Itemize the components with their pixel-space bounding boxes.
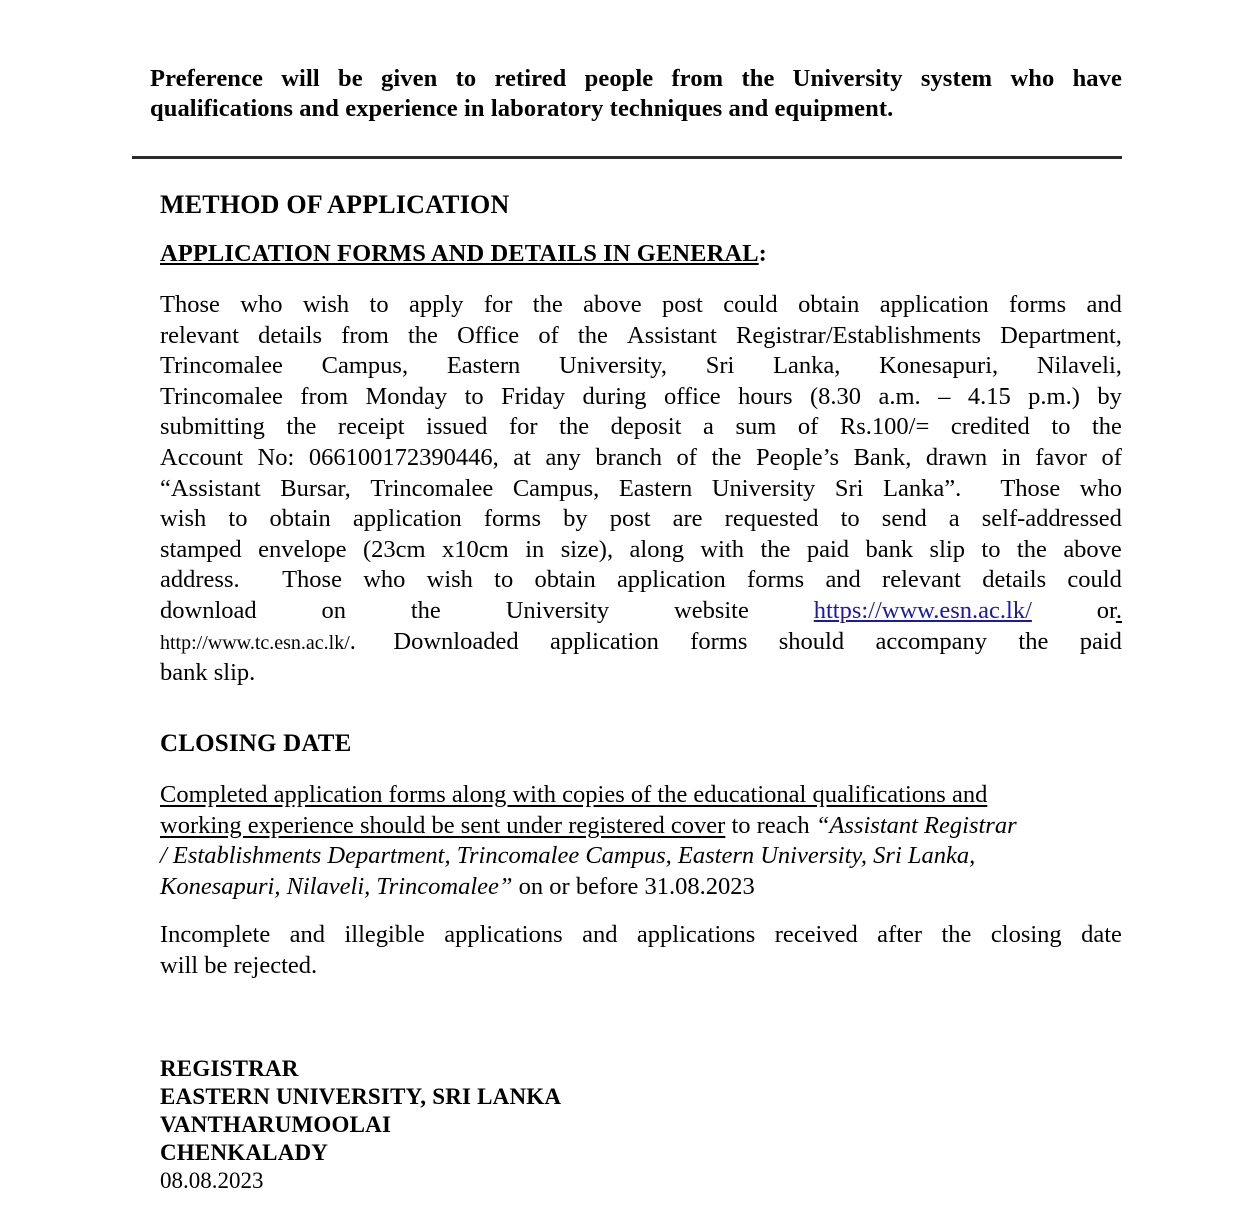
secondary-website-url: http://www.tc.esn.ac.lk/ (160, 631, 350, 654)
signature-registrar: REGISTRAR (160, 1056, 299, 1081)
word: a (948, 505, 960, 533)
closing-deadline-date: on or before 31.08.2023 (512, 872, 755, 900)
word: slip (929, 535, 965, 563)
word: could (723, 291, 778, 318)
word: the (410, 596, 441, 624)
word: who (240, 291, 283, 318)
word: for (483, 291, 513, 318)
word: of (676, 443, 697, 471)
heading-application-forms (160, 240, 767, 268)
word: wish (302, 291, 350, 318)
word: Lanka”. (883, 474, 962, 502)
word: applications (636, 921, 756, 948)
paragraph-line (160, 535, 1122, 566)
word: above (583, 291, 642, 318)
paragraph-line (160, 321, 1122, 352)
university-website-link[interactable]: https://www.esn.ac.lk/ (813, 596, 1032, 624)
word: date (1081, 921, 1122, 948)
heading-method-of-application: METHOD OF APPLICATION (160, 190, 510, 219)
word: University (505, 596, 610, 624)
word: Trincomalee (160, 382, 283, 410)
word: deposit (610, 413, 682, 441)
signature-block (160, 1055, 561, 1195)
word: relevant (882, 566, 961, 594)
word: forms (1008, 291, 1067, 318)
paragraph-line (160, 443, 1122, 474)
signature-date: 08.08.2023 (160, 1168, 264, 1193)
word: and (289, 921, 326, 948)
word: by (1097, 382, 1122, 410)
word: Incomplete (160, 921, 271, 948)
word: of (538, 321, 559, 349)
word: Konesapuri, (879, 352, 999, 380)
closing-line-4 (160, 872, 1122, 903)
word: Registrar/Establishments (736, 321, 981, 349)
word: from (341, 321, 389, 349)
word: Trincomalee (160, 352, 283, 380)
paragraph-last-line (160, 658, 1122, 689)
signature-chenkalady: CHENKALADY (160, 1140, 329, 1165)
word: in (525, 535, 545, 563)
word: the (1016, 535, 1047, 563)
word: Nilaveli, (1036, 352, 1122, 380)
trailing-period: . (1115, 596, 1122, 624)
paragraph-line (160, 504, 1122, 535)
heading-application-forms-text: APPLICATION FORMS AND DETAILS IN GENERAL (160, 240, 759, 267)
signature-university: EASTERN UNIVERSITY, SRI LANKA (160, 1084, 562, 1109)
word: Those (1000, 474, 1061, 502)
paragraph-line (160, 474, 1122, 505)
word: forms (690, 627, 748, 655)
word: could (1067, 566, 1122, 594)
paragraph-line (160, 351, 1122, 382)
word: hours (738, 382, 793, 410)
word: in (1001, 443, 1021, 471)
word: obtain (798, 291, 860, 318)
word: wish (426, 566, 473, 594)
closing-to-reach: to reach (725, 811, 816, 839)
closing-italic-address-end: Konesapuri, Nilaveli, Trincomalee” (160, 872, 513, 900)
word: forms (747, 566, 805, 594)
word: credited (950, 413, 1030, 441)
word: post (609, 505, 651, 533)
horizontal-divider (132, 156, 1122, 159)
word: Campus, (321, 352, 409, 380)
word: office (663, 382, 721, 410)
word: paid (1079, 627, 1122, 655)
word: of (797, 413, 819, 441)
word: by (563, 505, 588, 533)
word: apply (409, 291, 464, 318)
word: download (160, 596, 257, 624)
word: accompany (875, 627, 988, 655)
word: details (258, 321, 323, 349)
word: Account (160, 443, 243, 471)
closing-italic-address-line: / Establishments Department, Trincomalee Campus, Eastern University, Sri Lanka, (160, 842, 976, 870)
closing-line-1 (160, 780, 1122, 811)
closing-italic-quote-start: “Assistant Registrar (815, 811, 1017, 839)
word: requested (724, 505, 819, 533)
paragraph-line (160, 382, 1122, 413)
word: obtain (269, 505, 331, 533)
word: during (582, 382, 647, 410)
word: Bursar, (280, 474, 351, 502)
word: post (662, 291, 703, 318)
word: to (494, 566, 514, 594)
word: Trincomalee (370, 474, 494, 502)
word-text: or (1096, 596, 1116, 624)
word: Assistant (627, 321, 717, 349)
word: the (1091, 413, 1122, 441)
paragraph-line-with-link (160, 596, 1122, 627)
word: to (464, 382, 484, 410)
word: the (577, 321, 608, 349)
paragraph-line (160, 412, 1122, 443)
closing-underlined-text-2: working experience should be sent under registered cover (160, 811, 726, 839)
intro-line-2: qualifications and experience in laboratory techniques and equipment. (150, 95, 894, 122)
word: obtain (534, 566, 596, 594)
incomplete-last-line (160, 951, 1122, 982)
word (1097, 596, 1122, 627)
word: x10cm (442, 535, 509, 563)
word: paid (806, 535, 850, 563)
word: application (616, 566, 726, 594)
word: received (774, 921, 858, 948)
paragraph-line-with-secondary-url (160, 627, 1122, 659)
word: the (1018, 627, 1049, 655)
paragraph-line (160, 290, 1122, 321)
word: relevant (160, 321, 239, 349)
word: above (1063, 535, 1122, 563)
word: the (760, 535, 791, 563)
word: wish (160, 505, 207, 533)
word: stamped (160, 535, 242, 563)
word: Sri (834, 474, 864, 502)
word: who (1079, 474, 1122, 502)
word: to (369, 291, 389, 318)
word: application (879, 291, 989, 318)
heading-application-forms-colon: : (758, 240, 767, 267)
word: bank (865, 535, 914, 563)
heading-closing-date: CLOSING DATE (160, 730, 352, 757)
word: a.m. (878, 382, 921, 410)
word: branch (595, 443, 663, 471)
word: Lanka, (773, 352, 841, 380)
word: after (877, 921, 923, 948)
word: address. (160, 566, 240, 594)
word: the (941, 921, 972, 948)
closing-underlined-text-1: Completed application forms along with copies of the educational qualifications and (160, 781, 988, 808)
intro-line-1: Preference will be given to retired people from the University system who have (150, 65, 1122, 92)
word: application (352, 505, 462, 533)
word: to (840, 505, 860, 533)
incomplete-line (160, 920, 1122, 951)
word: Bank, (853, 443, 912, 471)
signature-vantharumoolai: VANTHARUMOOLAI (160, 1112, 392, 1137)
word: who (363, 566, 406, 594)
word: forms (483, 505, 542, 533)
word: the (559, 413, 590, 441)
secondary-website-url-group (160, 627, 362, 659)
word: size), (560, 535, 614, 563)
word: application (549, 627, 659, 655)
incomplete-applications-paragraph (160, 920, 1122, 981)
word: receipt (337, 413, 405, 441)
word: (23cm (363, 535, 426, 563)
word: Eastern (618, 474, 693, 502)
word: illegible (344, 921, 425, 948)
word: p.m.) (1028, 382, 1080, 410)
word: envelope (258, 535, 347, 563)
word: Sri (705, 352, 735, 380)
word: People’s (755, 443, 839, 471)
word: and (825, 566, 861, 594)
intro-paragraph (150, 64, 1122, 124)
word: on (321, 596, 346, 624)
word: No: (257, 443, 295, 471)
word: Friday (501, 382, 566, 410)
word: Office (457, 321, 520, 349)
word: bank slip. (160, 659, 256, 687)
word: Rs.100/= (839, 413, 930, 441)
url-trailing-period: . (349, 627, 363, 655)
word: the (407, 321, 438, 349)
word: Those (160, 291, 220, 318)
word: to (1051, 413, 1071, 441)
word: University, (559, 352, 667, 380)
word: at (513, 443, 531, 471)
word: should (778, 627, 845, 655)
word: University (711, 474, 816, 502)
word: 4.15 (967, 382, 1011, 410)
word: sum (735, 413, 777, 441)
word: from (300, 382, 349, 410)
closing-line-3 (160, 841, 1122, 872)
word: (8.30 (810, 382, 862, 410)
paragraph-line (160, 565, 1122, 596)
word: 066100172390446, (308, 443, 499, 471)
word: and (582, 921, 618, 948)
word: self-addressed (981, 505, 1122, 533)
word: the (711, 443, 742, 471)
word: website (674, 596, 749, 624)
word: – (938, 382, 951, 410)
application-paragraph (160, 290, 1122, 689)
word: drawn (925, 443, 988, 471)
word: Those (282, 566, 342, 594)
word: Campus, (512, 474, 600, 502)
word: and (1086, 291, 1122, 318)
word: issued (426, 413, 488, 441)
word: Eastern (446, 352, 521, 380)
word: submitting (160, 413, 265, 441)
word: Downloaded (393, 627, 519, 655)
word: along (629, 535, 684, 563)
word: of (1101, 443, 1122, 471)
word: a (703, 413, 714, 441)
word: Monday (365, 382, 448, 410)
word: to (981, 535, 1001, 563)
word: Department, (1000, 321, 1122, 349)
word: are (672, 505, 703, 533)
word: for (508, 413, 538, 441)
word: “Assistant (160, 474, 261, 502)
word: the (286, 413, 317, 441)
word: applications (444, 921, 563, 948)
word: favor (1035, 443, 1087, 471)
closing-line-2 (160, 811, 1122, 842)
word: to (228, 505, 248, 533)
word: any (545, 443, 581, 471)
closing-date-paragraph (160, 780, 1122, 902)
word: closing (990, 921, 1062, 948)
word: send (881, 505, 927, 533)
word: will be rejected. (160, 951, 318, 979)
word: the (532, 291, 563, 318)
word: with (700, 535, 744, 563)
word: details (982, 566, 1047, 594)
